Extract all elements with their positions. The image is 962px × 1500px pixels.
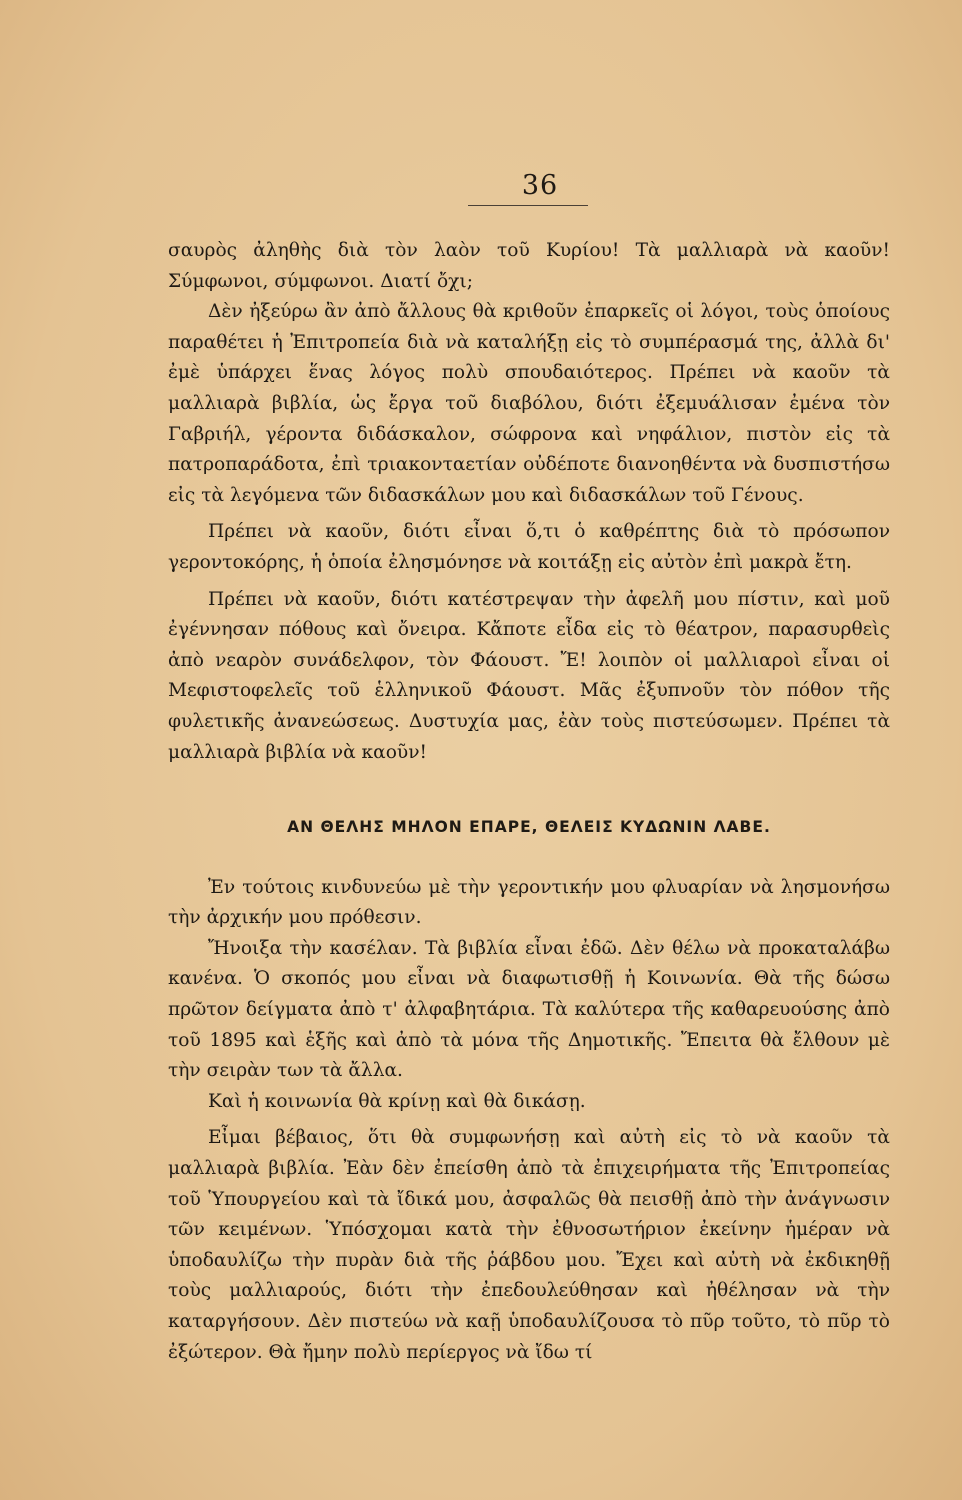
paragraph: Πρέπει νὰ καοῦν, διότι εἶναι ὅ,τι ὁ καθρέπτης διὰ τὸ πρόσωπον γεροντοκόρης, ἡ ὁποία ἐλησμόνησε νὰ κοιτάξῃ εἰς αὐτὸν ἐπὶ μακρὰ ἔτη. xyxy=(168,521,890,573)
paragraph: Δὲν ἠξεύρω ἂν ἀπὸ ἄλλους θὰ κριθοῦν ἐπαρκεῖς οἱ λόγοι, τοὺς ὁποίους παραθέτει ἡ Ἐπιτροπεία διὰ νὰ καταλήξῃ εἰς τὸ συμπέρασμά της, ἀλλὰ δι' ἐμὲ ὑπάρχει ἕνας λόγος πολὺ σπουδαιότερος. Πρέπει νὰ καοῦν τὰ μαλλιαρὰ βιβλία, ὡς ἔργα τοῦ διαβόλου, διότι ἐξεμυάλισαν ἐμένα τὸν Γαβριήλ, γέροντα διδάσκαλον, σώφρονα καὶ νηφάλιον, πιστὸν εἰς τὰ πατροπαράδοτα, ἐπὶ τριακονταετίαν οὐδέποτε διανοηθέντα νὰ δυσπιστήσω εἰς τὰ λεγόμενα τῶν διδασκάλων μου καὶ διδασκάλων τοῦ Γένους. xyxy=(168,301,890,506)
page-number-rule xyxy=(468,205,588,206)
section-heading: ΑΝ ΘΕΛΗΣ ΜΗΛΟΝ ΕΠΑΡΕ, ΘΕΛΕΙΣ ΚΥΔΩΝΙΝ ΛΑΒΕ. xyxy=(287,818,771,837)
page-number: 36 xyxy=(521,170,559,201)
body-text xyxy=(168,236,890,1368)
paragraph: Καὶ ἡ κοινωνία θὰ κρίνῃ καὶ θὰ δικάσῃ. xyxy=(208,1090,586,1112)
paragraph: Ἤνοιξα τὴν κασέλαν. Τὰ βιβλία εἶναι ἐδῶ. Δὲν θέλω νὰ προκαταλάβω κανένα. Ὁ σκοπός μου εἶναι νὰ διαφωτισθῇ ἡ Κοινωνία. Θὰ τῆς δώσω πρῶτον δείγματα ἀπὸ τ' ἀλφαβητάρια. Τὰ καλύτερα τῆς καθαρευούσης ἀπὸ τοῦ 1895 καὶ ἑξῆς καὶ ἀπὸ τὰ μόνα τῆς Δημοτικῆς. Ἔπειτα θὰ ἔλθουν μὲ τὴν σειρὰν των τὰ ἄλλα. xyxy=(168,937,890,1082)
paragraph: Ἐν τούτοις κινδυνεύω μὲ τὴν γεροντικήν μου φλυαρίαν νὰ λησμονήσω τὴν ἀρχικήν μου πρόθεσιν. xyxy=(168,876,890,929)
paragraph: Πρέπει νὰ καοῦν, διότι κατέστρεψαν τὴν ἀφελῆ μου πίστιν, καὶ μοῦ ἐγέννησαν πόθους καὶ ὄνειρα. Κἄποτε εἶδα εἰς τὸ θέατρον, παρασυρθεὶς ἀπὸ νεαρὸν συνάδελφον, τὸν Φάουστ. Ἔ! λοιπὸν οἱ μαλλιαροὶ εἶναι οἱ Μεφιστοφελεῖς τοῦ ἑλληνικοῦ Φάουστ. Μᾶς ἐξυπνοῦν τὸν πόθον τῆς φυλετικῆς ἀνανεώσεως. Δυστυχία μας, ἐὰν τοὺς πιστεύσωμεν. Πρέπει τὰ μαλλιαρὰ βιβλία νὰ καοῦν! xyxy=(168,588,890,763)
paragraph: Εἶμαι βέβαιος, ὅτι θὰ συμφωνήσῃ καὶ αὐτὴ εἰς τὸ νὰ καοῦν τὰ μαλλιαρὰ βιβλία. Ἐὰν δὲν ἐπείσθη ἀπὸ τὰ ἐπιχειρήματα τῆς Ἐπιτροπείας τοῦ Ὑπουργείου καὶ τὰ ἴδικά μου, ἀσφαλῶς θὰ πεισθῇ ἀπὸ τὴν ἀνάγνωσιν τῶν κειμένων. Ὑπόσχομαι κατὰ τὴν ἐθνοσωτήριον ἐκείνην ἡμέραν νὰ ὑποδαυλίζω τὴν πυρὰν διὰ τῆς ῥάβδου μου. Ἔχει καὶ αὐτὴ νὰ ἐκδικηθῇ τοὺς μαλλιαρούς, διότι τὴν ἐπεδουλεύθησαν καὶ ἠθέλησαν νὰ τὴν καταργήσουν. Δὲν πιστεύω νὰ καῇ ὑποδαυλίζουσα τὸ πῦρ τοῦτο, τὸ πῦρ τὸ ἐξώτερον. Θὰ ἤμην πολὺ περίεργος νὰ ἴδω τί xyxy=(168,1127,890,1363)
paragraph: σαυρὸς ἀληθὴς διὰ τὸν λαὸν τοῦ Κυρίου! Τὰ μαλλιαρὰ νὰ καοῦν! Σύμφωνοι, σύμφωνοι. Διατί ὄχι; xyxy=(168,240,890,292)
